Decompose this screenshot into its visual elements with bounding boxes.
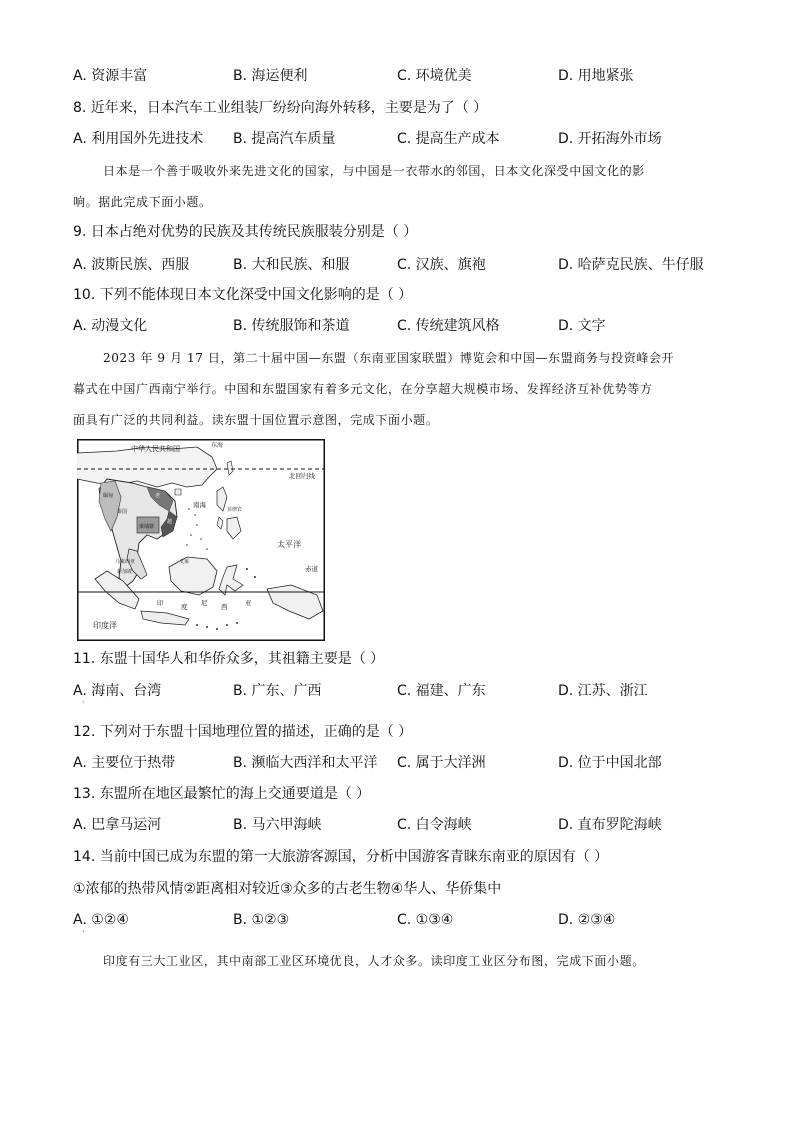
- passage-asean-line1: 2023 年 9 月 17 日，第二十届中国—东盟（东南亚国家联盟）博览会和中国—东盟商务与投资峰会开: [103, 351, 675, 365]
- label-malaysia: 马来西亚: [115, 559, 136, 565]
- label-indian-ocean: 印度洋: [93, 621, 117, 630]
- q7-option-c: C. 环境优美: [397, 68, 472, 84]
- q10-option-a: A. 动漫文化: [73, 318, 148, 334]
- q8-option-a: A. 利用国外先进技术: [73, 131, 204, 147]
- q14-option-d: D. ②③④: [558, 912, 616, 928]
- china-landmass: [77, 447, 217, 487]
- label-indonesia-2: 度: [181, 603, 188, 611]
- label-brunei: 文莱: [179, 559, 190, 565]
- label-indonesia-3: 尼: [201, 599, 208, 607]
- q10-option-b: B. 传统服饰和茶道: [233, 318, 350, 334]
- scan-speck: ·: [82, 698, 85, 707]
- hainan: [175, 489, 181, 495]
- label-indonesia-4: 西: [221, 603, 228, 611]
- q14-choices: ①浓郁的热带风情②距离相对较近③众多的古老生物④华人、华侨集中: [73, 881, 502, 897]
- q10-option-c: C. 传统建筑风格: [397, 318, 500, 334]
- q12-stem: 12. 下列对于东盟十国地理位置的描述，正确的是（ ）: [73, 724, 413, 740]
- asean-map: [77, 439, 325, 641]
- label-china: 中华人民共和国: [131, 445, 180, 453]
- q12-option-b: B. 濒临大西洋和太平洋: [233, 755, 378, 771]
- q11-option-c: C. 福建、广东: [397, 683, 486, 699]
- label-south-sea: 南海: [193, 501, 206, 509]
- passage-asean-line2: 幕式在中国广西南宁举行。中国和东盟国家有着多元文化，在分享超大规模市场、发挥经济互补优势等方: [73, 382, 653, 396]
- scan-speck: ·: [82, 927, 85, 936]
- q8-stem: 8. 近年来，日本汽车工业组装厂纷纷向海外转移，主要是为了（ ）: [73, 100, 488, 116]
- q10-option-d: D. 文字: [558, 318, 606, 334]
- q14-option-a: A. ①②④: [73, 912, 129, 928]
- passage-japan-line1: 日本是一个善于吸收外来先进文化的国家，与中国是一衣带水的邻国，日本文化深受中国文化的影: [103, 164, 645, 178]
- passage-asean-line3: 面具有广泛的共同利益。读东盟十国位置示意图，完成下面小题。: [73, 413, 439, 427]
- q14-option-b: B. ①②③: [233, 912, 290, 928]
- label-equator: 赤道: [305, 565, 318, 573]
- q8-option-b: B. 提高汽车质量: [233, 131, 336, 147]
- q9-stem: 9. 日本占绝对优势的民族及其传统民族服装分别是（ ）: [73, 224, 418, 240]
- label-pacific: 太平洋: [277, 540, 301, 549]
- q7-option-a: A. 资源丰富: [73, 68, 148, 84]
- q8-option-d: D. 开拓海外市场: [558, 131, 662, 147]
- label-indonesia-5: 亚: [245, 599, 252, 607]
- label-myanmar: 缅甸: [103, 493, 114, 499]
- label-indonesia-1: 印: [157, 599, 164, 607]
- asean-map-svg: [77, 439, 325, 641]
- q13-option-a: A. 巴拿马运河: [73, 817, 162, 833]
- q14-option-c: C. ①③④: [397, 912, 454, 928]
- q12-option-c: C. 属于大洋洲: [397, 755, 486, 771]
- q14-stem: 14. 当前中国已成为东盟的第一大旅游客源国，分析中国游客青睐东南亚的原因有（ ）: [73, 849, 609, 865]
- label-east-sea: 东海: [211, 442, 224, 449]
- passage-india-line1: 印度有三大工业区，其中南部工业区环境优良，人才众多。读印度工业区分布图，完成下面小题。: [103, 954, 645, 968]
- q11-option-d: D. 江苏、浙江: [558, 683, 648, 699]
- q12-option-a: A. 主要位于热带: [73, 755, 176, 771]
- label-cambodia: 柬埔寨: [139, 524, 155, 530]
- q9-option-d: D. 哈萨克民族、牛仔服: [558, 257, 704, 273]
- q13-option-b: B. 马六甲海峡: [233, 817, 322, 833]
- q11-option-a: A. 海南、台湾: [73, 683, 162, 699]
- q11-stem: 11. 东盟十国华人和华侨众多，其祖籍主要是（ ）: [73, 651, 385, 667]
- q9-option-c: C. 汉族、旗袍: [397, 257, 486, 273]
- passage-japan-line2: 响。据此完成下面小题。: [73, 195, 212, 209]
- q12-option-d: D. 位于中国北部: [558, 755, 662, 771]
- q13-option-d: D. 直布罗陀海峡: [558, 817, 662, 833]
- q11-option-b: B. 广东、广西: [233, 683, 322, 699]
- label-laos: 老: [155, 493, 161, 499]
- q13-stem: 13. 东盟所在地区最繁忙的海上交通要道是（ ）: [73, 786, 371, 802]
- q8-option-c: C. 提高生产成本: [397, 131, 500, 147]
- q7-option-b: B. 海运便利: [233, 68, 308, 84]
- label-thailand: 泰国: [117, 509, 128, 515]
- label-tropic: 北回归线: [289, 472, 315, 480]
- label-vietnam: 越: [167, 519, 173, 525]
- q9-option-b: B. 大和民族、和服: [233, 257, 350, 273]
- q13-option-c: C. 白令海峡: [397, 817, 472, 833]
- q9-option-a: A. 波斯民族、西服: [73, 257, 190, 273]
- q10-stem: 10. 下列不能体现日本文化深受中国文化影响的是（ ）: [73, 287, 413, 303]
- label-singapore: 新加坡: [117, 569, 133, 575]
- label-philippines: 菲律宾: [227, 507, 243, 513]
- q7-option-d: D. 用地紧张: [558, 68, 634, 84]
